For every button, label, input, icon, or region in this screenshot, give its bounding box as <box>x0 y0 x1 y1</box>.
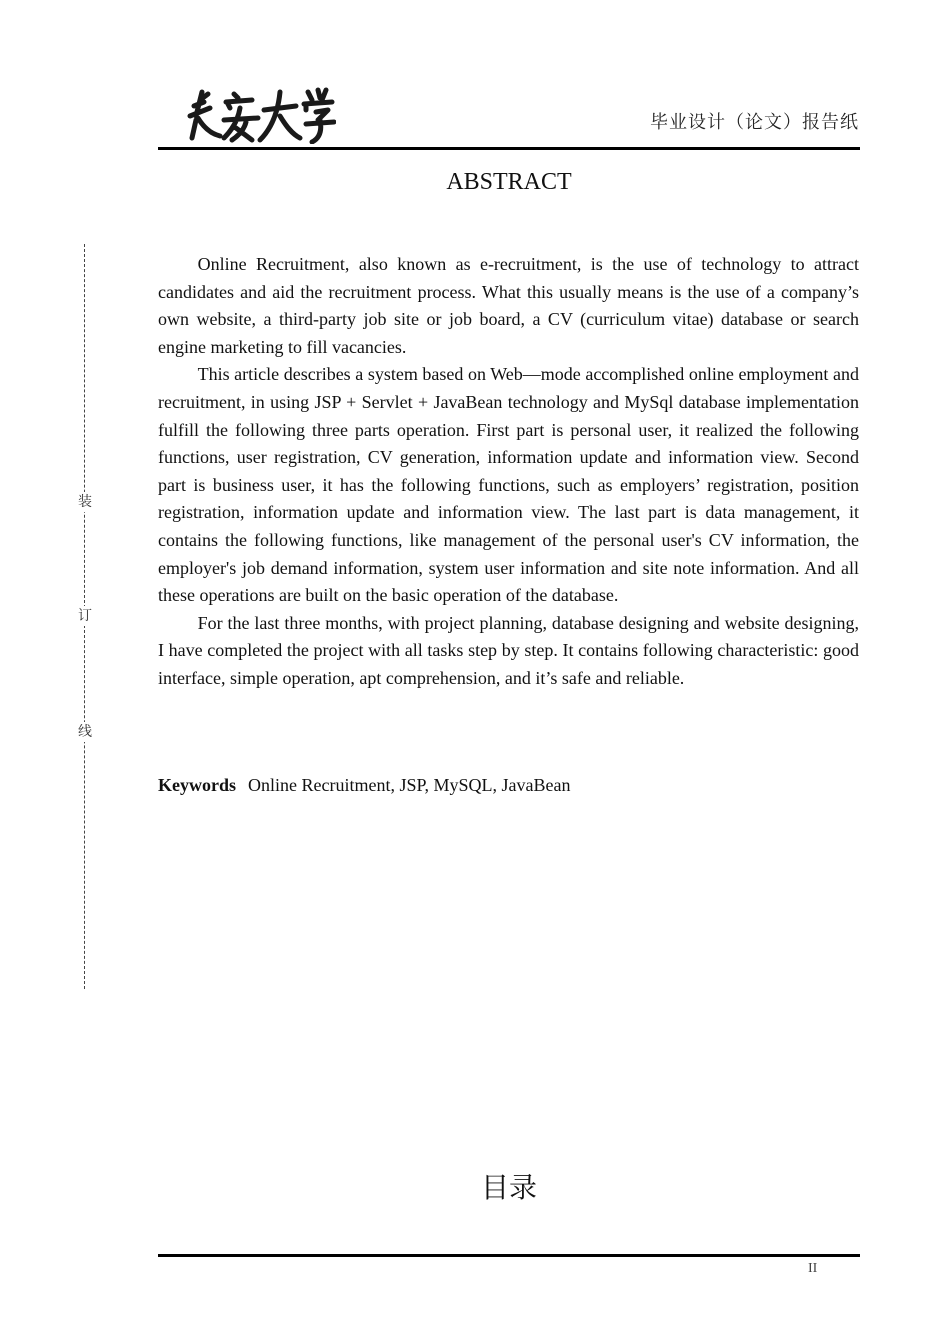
keywords-line <box>158 775 570 796</box>
keywords-label: Keywords <box>158 775 236 795</box>
page-number: II <box>808 1261 818 1276</box>
abstract-body <box>158 251 859 693</box>
university-logo <box>186 86 336 144</box>
binding-char-ding: 订 <box>78 608 92 624</box>
abstract-paragraph-3: For the last three months, with project planning, database designing and website designing, I have completed the project with all tasks step by step. It contains following characteristic: good interface, simple operation, apt comprehension, and it’s safe and reliable. <box>158 612 859 688</box>
toc-heading: 目录 <box>480 1171 537 1204</box>
page-title: ABSTRACT <box>446 169 572 195</box>
header-paper-type: 毕业设计（论文）报告纸 <box>650 112 859 132</box>
header-rule <box>158 147 860 150</box>
binding-char-xian: 线 <box>78 724 92 740</box>
keywords-value: Online Recruitment, JSP, MySQL, JavaBean <box>248 775 571 795</box>
footer-rule <box>158 1254 860 1257</box>
binding-char-zhuang: 装 <box>78 494 92 510</box>
abstract-paragraph-1: Online Recruitment, also known as e-recruitment, is the use of technology to attract candidates and aid the recruitment process. What this usually means is the use of a company’s own website, a third-party job site or job board, a CV (curriculum vitae) database or search engine marketing to fill vacancies. <box>158 254 859 357</box>
abstract-paragraph-2: This article describes a system based on Web—mode accomplished online employment and recruitment, in using JSP + Servlet + JavaBean technology and MySql database implementation fulfill the following three parts operation. First part is personal user, it realized the following functions, user registration, CV generation, information update and information view. Second part is business user, it has the following functions, such as employers’ registration, position registration, information update and information view. The last part is data management, it contains the following functions, like management of the personal user's CV information, the employer's job demand information, system user information and site note information. And all these operations are built on the basic operation of the database. <box>158 364 859 606</box>
